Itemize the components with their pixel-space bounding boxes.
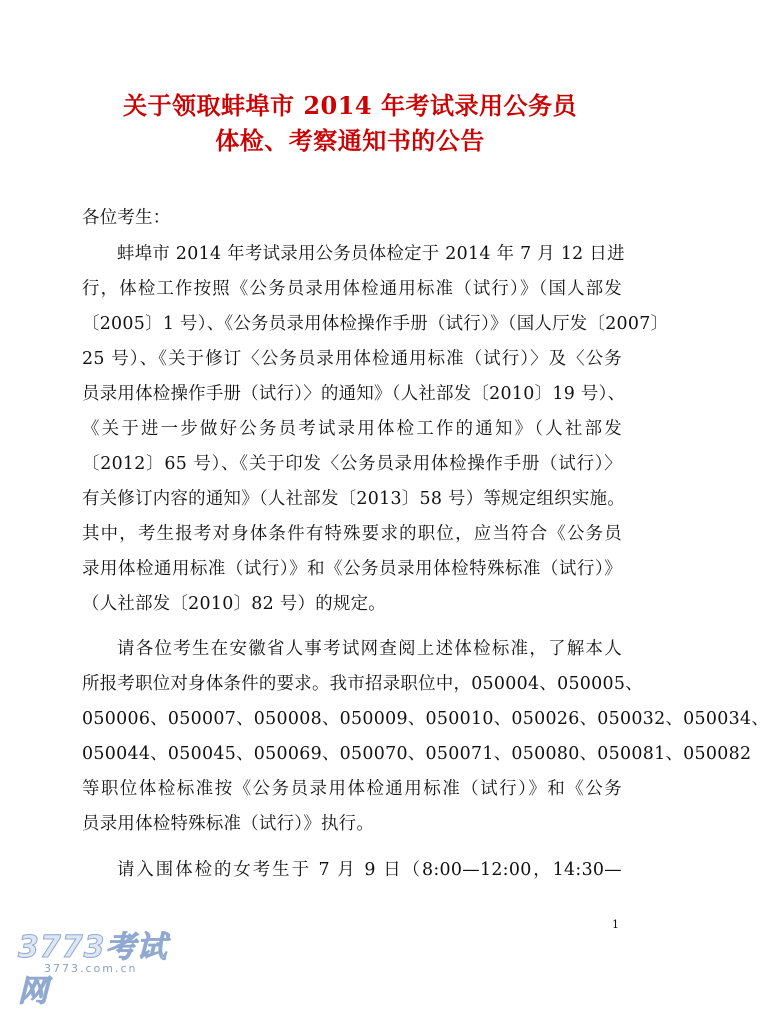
body-line: 050044、050045、050069、050070、050071、050080、050081、050082 [82, 744, 752, 764]
body-line: 有关修订内容的通知》（人社部发〔2013〕58 号）等规定组织实施。 [82, 489, 625, 509]
watermark-logo: 3773考试网 [18, 930, 168, 1009]
body-line: （人社部发〔2010〕82 号）的规定。 [82, 594, 386, 614]
body-line: 请各位考生在安徽省人事考试网查阅上述体检标准，了解本人 [117, 639, 622, 659]
body-line: 所报考职位对身体条件的要求。我市招录职位中，050004、050005、 [82, 674, 643, 694]
title-line-2: 体检、考察通知书的公告 [215, 126, 485, 155]
body-line: 《关于进一步做好公务员考试录用体检工作的通知》（人社部发 [82, 419, 622, 439]
body-line: 其中，考生报考对身体条件有特殊要求的职位，应当符合《公务员 [82, 524, 622, 544]
watermark-url: 3773.com.cn [44, 962, 138, 975]
page-number: 1 [612, 918, 619, 931]
body-line: 050006、050007、050008、050009、050010、050026、050032、050034、 [82, 709, 769, 729]
body-line: 蚌埠市 2014 年考试录用公务员体检定于 2014 年 7 月 12 日进 [117, 244, 625, 264]
body-line: 录用体检通用标准（试行）》和《公务员录用体检特殊标准（试行）》 [82, 559, 622, 579]
body-line: 〔2005〕1 号）、《公务员录用体检操作手册（试行）》（国人厅发〔2007〕 [82, 314, 669, 334]
title-line-1: 关于领取蚌埠市 2014 年考试录用公务员 [122, 91, 577, 120]
body-line: 25 号）、《关于修订〈公务员录用体检通用标准（试行）〉及〈公务 [82, 349, 622, 369]
watermark [18, 922, 178, 1009]
body-line: 员录用体检特殊标准（试行）》执行。 [82, 814, 375, 834]
body-line: 行，体检工作按照《公务员录用体检通用标准（试行）》（国人部发 [82, 279, 622, 299]
body-line: 等职位体检标准按《公务员录用体检通用标准（试行）》和《公务 [82, 779, 622, 799]
body-line: 〔2012〕65 号）、《关于印发〈公务员录用体检操作手册（试行）〉 [82, 454, 622, 474]
salutation: 各位考生： [82, 208, 171, 228]
body-line: 请入围体检的女考生于 7 月 9 日（8:00—12:00，14:30— [117, 860, 622, 880]
body-line: 员录用体检操作手册（试行）〉的通知》（人社部发〔2010〕19 号）、 [82, 384, 626, 404]
